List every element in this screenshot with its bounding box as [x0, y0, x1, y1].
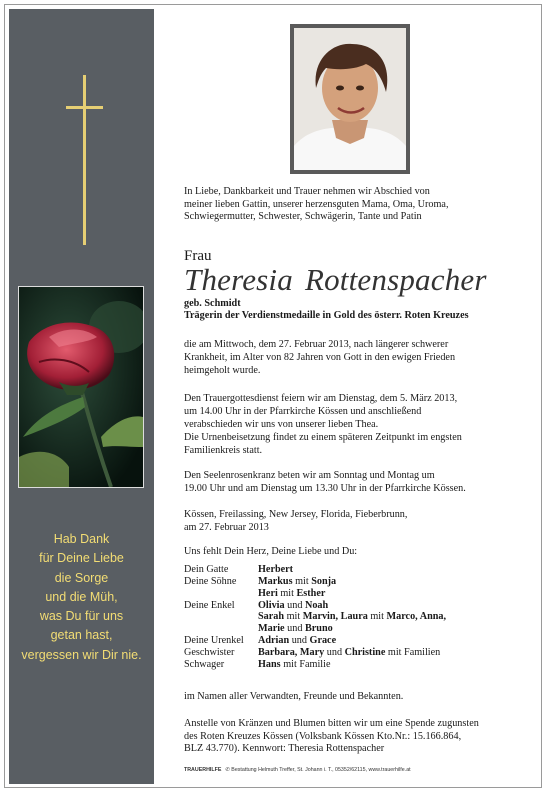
family-intro: Uns fehlt Dein Herz, Deine Liebe und Du: [184, 546, 358, 557]
family-name: Adrian [258, 635, 290, 647]
family-row-soehne [184, 576, 446, 588]
family-label: Dein Gatte [184, 564, 229, 575]
family-name: Markus [258, 575, 293, 587]
closing-line: im Namen aller Verwandten, Freunde und Bekannten. [184, 691, 404, 702]
family-label: Schwager [184, 658, 225, 670]
family-connector: und [324, 646, 345, 658]
footer-brand: TRAUERHILFE [184, 767, 222, 773]
last-name: Rottenspacher [304, 262, 487, 297]
service-line: um 14.00 Uhr in der Pfarrkirche Kössen und anschließend [184, 406, 422, 417]
intro-line: meiner lieben Gattin, unserer herzensguten Mama, Oma, Uroma, [184, 198, 449, 210]
rosary-line: 19.00 Uhr und am Dienstag um 13.30 Uhr in der Pfarrkirche Kössen. [184, 483, 466, 494]
family-connector: und [284, 623, 305, 635]
death-line: Krankheit, im Alter von 82 Jahren von Gott in den ewigen Frieden [184, 352, 456, 363]
family-label: Deine Enkel [184, 599, 235, 611]
service-line: verabschieden wir uns von unserer lieben Thea. [184, 419, 379, 430]
footer-text: Bestattung Helmuth Treffer, St. Johann i. T., 05352/62115, www.trauerhilfe.at [231, 767, 411, 773]
family-name: Herbert [258, 564, 294, 575]
family-connector: mit [277, 587, 297, 599]
cross-icon-bar [66, 106, 103, 109]
family-name: Sonja [311, 575, 337, 587]
family-label: Deine Söhne [184, 575, 237, 587]
family-name: Olivia [258, 599, 285, 611]
family-connector: und [284, 599, 305, 611]
intro-line: In Liebe, Dankbarkeit und Trauer nehmen wir Abschied von [184, 186, 430, 197]
memorial-poem [9, 530, 154, 665]
death-line: die am Mittwoch, dem 27. Februar 2013, nach längerer schwerer [184, 339, 449, 350]
family-name: Esther [296, 587, 326, 599]
family-name: Hans [258, 658, 281, 670]
family-name: Heri [258, 587, 278, 599]
family-label: Deine Urenkel [184, 635, 244, 647]
award: Trägerin der Verdienstmedaille in Gold des österr. Roten Kreuzes [184, 310, 469, 321]
family-name: Christine [344, 646, 386, 658]
family-row-soehne-2 [184, 588, 446, 600]
birth-name: geb. Schmidt [184, 298, 241, 309]
family-name: Sarah [258, 611, 285, 623]
footer [184, 767, 411, 773]
poem-line: was Du für uns [39, 609, 124, 624]
family-row-enkel [184, 600, 446, 612]
death-line: heimgeholt wurde. [184, 365, 261, 376]
poem-line: die Sorge [54, 570, 109, 585]
family-row-gatte [184, 564, 446, 576]
service-line: Den Trauergottesdienst feiern wir am Dienstag, dem 5. März 2013, [184, 393, 458, 404]
rose-drawing [19, 287, 143, 487]
place-date-line: Kössen, Freilassing, New Jersey, Florida, Fieberbrunn, [184, 509, 408, 520]
family-name: Marvin, Laura [302, 611, 368, 623]
family-label: Geschwister [184, 646, 235, 658]
family-connector: mit Familien [385, 646, 441, 658]
family-row-urenkel [184, 635, 446, 647]
family-row-schwager [184, 659, 446, 671]
poem-line: und die Müh, [45, 589, 118, 604]
place-date-line: am 27. Februar 2013 [184, 521, 269, 533]
cross-icon [83, 75, 86, 245]
family-connector: mit [284, 611, 303, 623]
family-name: Noah [304, 599, 329, 611]
service-line: Familienkreis statt. [184, 445, 263, 456]
family-connector: mit Familie [280, 658, 331, 670]
rose-image [18, 286, 144, 488]
family-list [184, 564, 446, 671]
donation-line: des Roten Kreuzes Kössen (Volksbank Kössen Kto.Nr.: 15.166.864, [184, 730, 462, 742]
family-connector: mit [367, 611, 387, 623]
family-row-enkel-3 [184, 623, 446, 635]
portrait-photo [290, 24, 410, 174]
poem-line: Hab Dank [53, 532, 110, 546]
rosary-line: Den Seelenrosenkranz beten wir am Sonntag und Montag um [184, 470, 435, 481]
family-name: Marco, Anna, [386, 611, 447, 623]
family-name: Grace [309, 635, 337, 647]
phone-icon: ✆ [225, 767, 232, 773]
poem-line: für Deine Liebe [39, 551, 124, 566]
service-line: Die Urnenbeisetzung findet zu einem späteren Zeitpunkt im engsten [184, 432, 462, 443]
poem-line: getan hast, [50, 628, 113, 643]
family-name: Marie [258, 623, 285, 635]
donation-line: Anstelle von Kränzen und Blumen bitten wir um eine Spende zugunsten [184, 718, 479, 729]
first-name: Theresia [184, 262, 293, 297]
family-connector: und [289, 635, 310, 647]
family-name: Bruno [304, 623, 333, 635]
family-row-geschwister [184, 647, 446, 659]
deceased-name [184, 262, 487, 298]
family-row-enkel-2 [184, 611, 446, 623]
poem-line: vergessen wir Dir nie. [21, 647, 142, 662]
intro-line: Schwiegermutter, Schwester, Schwägerin, Tante und Patin [184, 211, 422, 222]
donation-line: BLZ 43.770). Kennwort: Theresia Rottenspacher [184, 743, 385, 754]
family-connector: mit [292, 575, 312, 587]
salutation: Frau [184, 248, 212, 264]
family-name: Barbara, Mary [258, 646, 325, 658]
portrait-drawing [294, 28, 406, 170]
